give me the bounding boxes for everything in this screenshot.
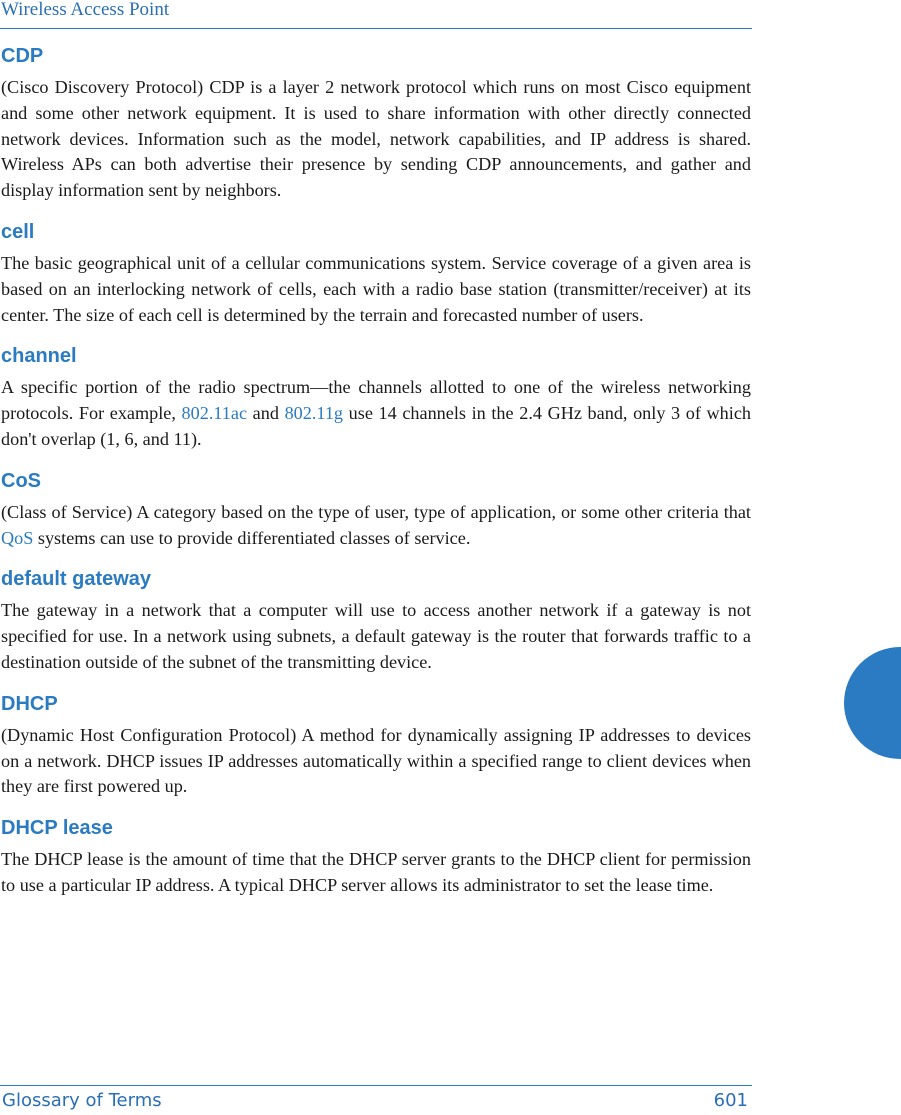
term-heading: DHCP lease	[1, 817, 113, 840]
footer-label: Glossary of Terms	[2, 1090, 162, 1111]
page-footer	[0, 1085, 752, 1115]
term-heading: cell	[1, 220, 35, 243]
term-heading: CDP	[1, 45, 44, 67]
term-definition	[1, 500, 751, 552]
definition-text: systems can use to provide differentiated classes of service.	[33, 527, 471, 548]
term-definition: (Cisco Discovery Protocol) CDP is a layer 2 network protocol which runs on most Cisco equipment and some other network equipment. It is used to share information with other directly connected network devices. Information such as the model, network capabilities, and IP address is shared. Wireless APs can both advertise their presence by sending CDP announcements, and gather and display information sent by neighbors.	[1, 77, 751, 201]
definition-text: A specific portion of the radio spectrum—the channels allotted to one of the wireless networking protocols. For example,	[1, 377, 751, 424]
glossary-entry-cos	[1, 468, 751, 552]
page-header	[0, 0, 752, 29]
term-definition: (Dynamic Host Configuration Protocol) A method for dynamically assigning IP addresses to devices on a network. DHCP issues IP addresses automatically within a specified range to client devices when they are first powered up.	[1, 724, 751, 797]
glossary-entry-cell	[1, 219, 751, 328]
chapter-tab-marker	[844, 647, 901, 759]
term-heading: default gateway	[1, 568, 152, 591]
link-qos[interactable]: QoS	[1, 527, 34, 548]
glossary-entry-cdp	[1, 43, 751, 204]
definition-text: (Class of Service) A category based on the type of user, type of application, or some other criteria that	[1, 501, 751, 522]
glossary-content	[1, 43, 751, 914]
definition-text: and	[247, 403, 285, 424]
term-heading: CoS	[1, 469, 41, 492]
link-802-11ac[interactable]: 802.11ac	[181, 403, 248, 424]
term-definition: The basic geographical unit of a cellular communications system. Service coverage of a given area is based on an interlocking network of cells, each with a radio base station (transmitter/receiver) at its center. The size of each cell is determined by the terrain and forecasted number of users.	[1, 252, 751, 325]
page-number: 601	[713, 1090, 748, 1111]
header-title: Wireless Access Point	[1, 0, 170, 20]
term-heading: channel	[1, 345, 77, 368]
term-definition: The gateway in a network that a computer will use to access another network if a gateway is not specified for use. In a network using subnets, a default gateway is the router that forwards traffic to a destination outside of the subnet of the transmitting device.	[1, 600, 751, 672]
definition-text: use 14 channels in the 2.4 GHz band, only 3 of which don't overlap (1, 6, and 11).	[1, 403, 752, 449]
glossary-entry-default-gateway	[1, 566, 751, 675]
glossary-entry-channel	[1, 343, 751, 452]
term-definition: The DHCP lease is the amount of time that the DHCP server grants to the DHCP client for permission to use a particular IP address. A typical DHCP server allows its administrator to set the lease time.	[1, 849, 751, 895]
term-definition	[1, 375, 751, 452]
glossary-entry-dhcp	[1, 691, 751, 800]
glossary-entry-dhcp-lease	[1, 815, 751, 899]
link-802-11g[interactable]: 802.11g	[284, 403, 344, 424]
term-heading: DHCP	[1, 692, 58, 715]
